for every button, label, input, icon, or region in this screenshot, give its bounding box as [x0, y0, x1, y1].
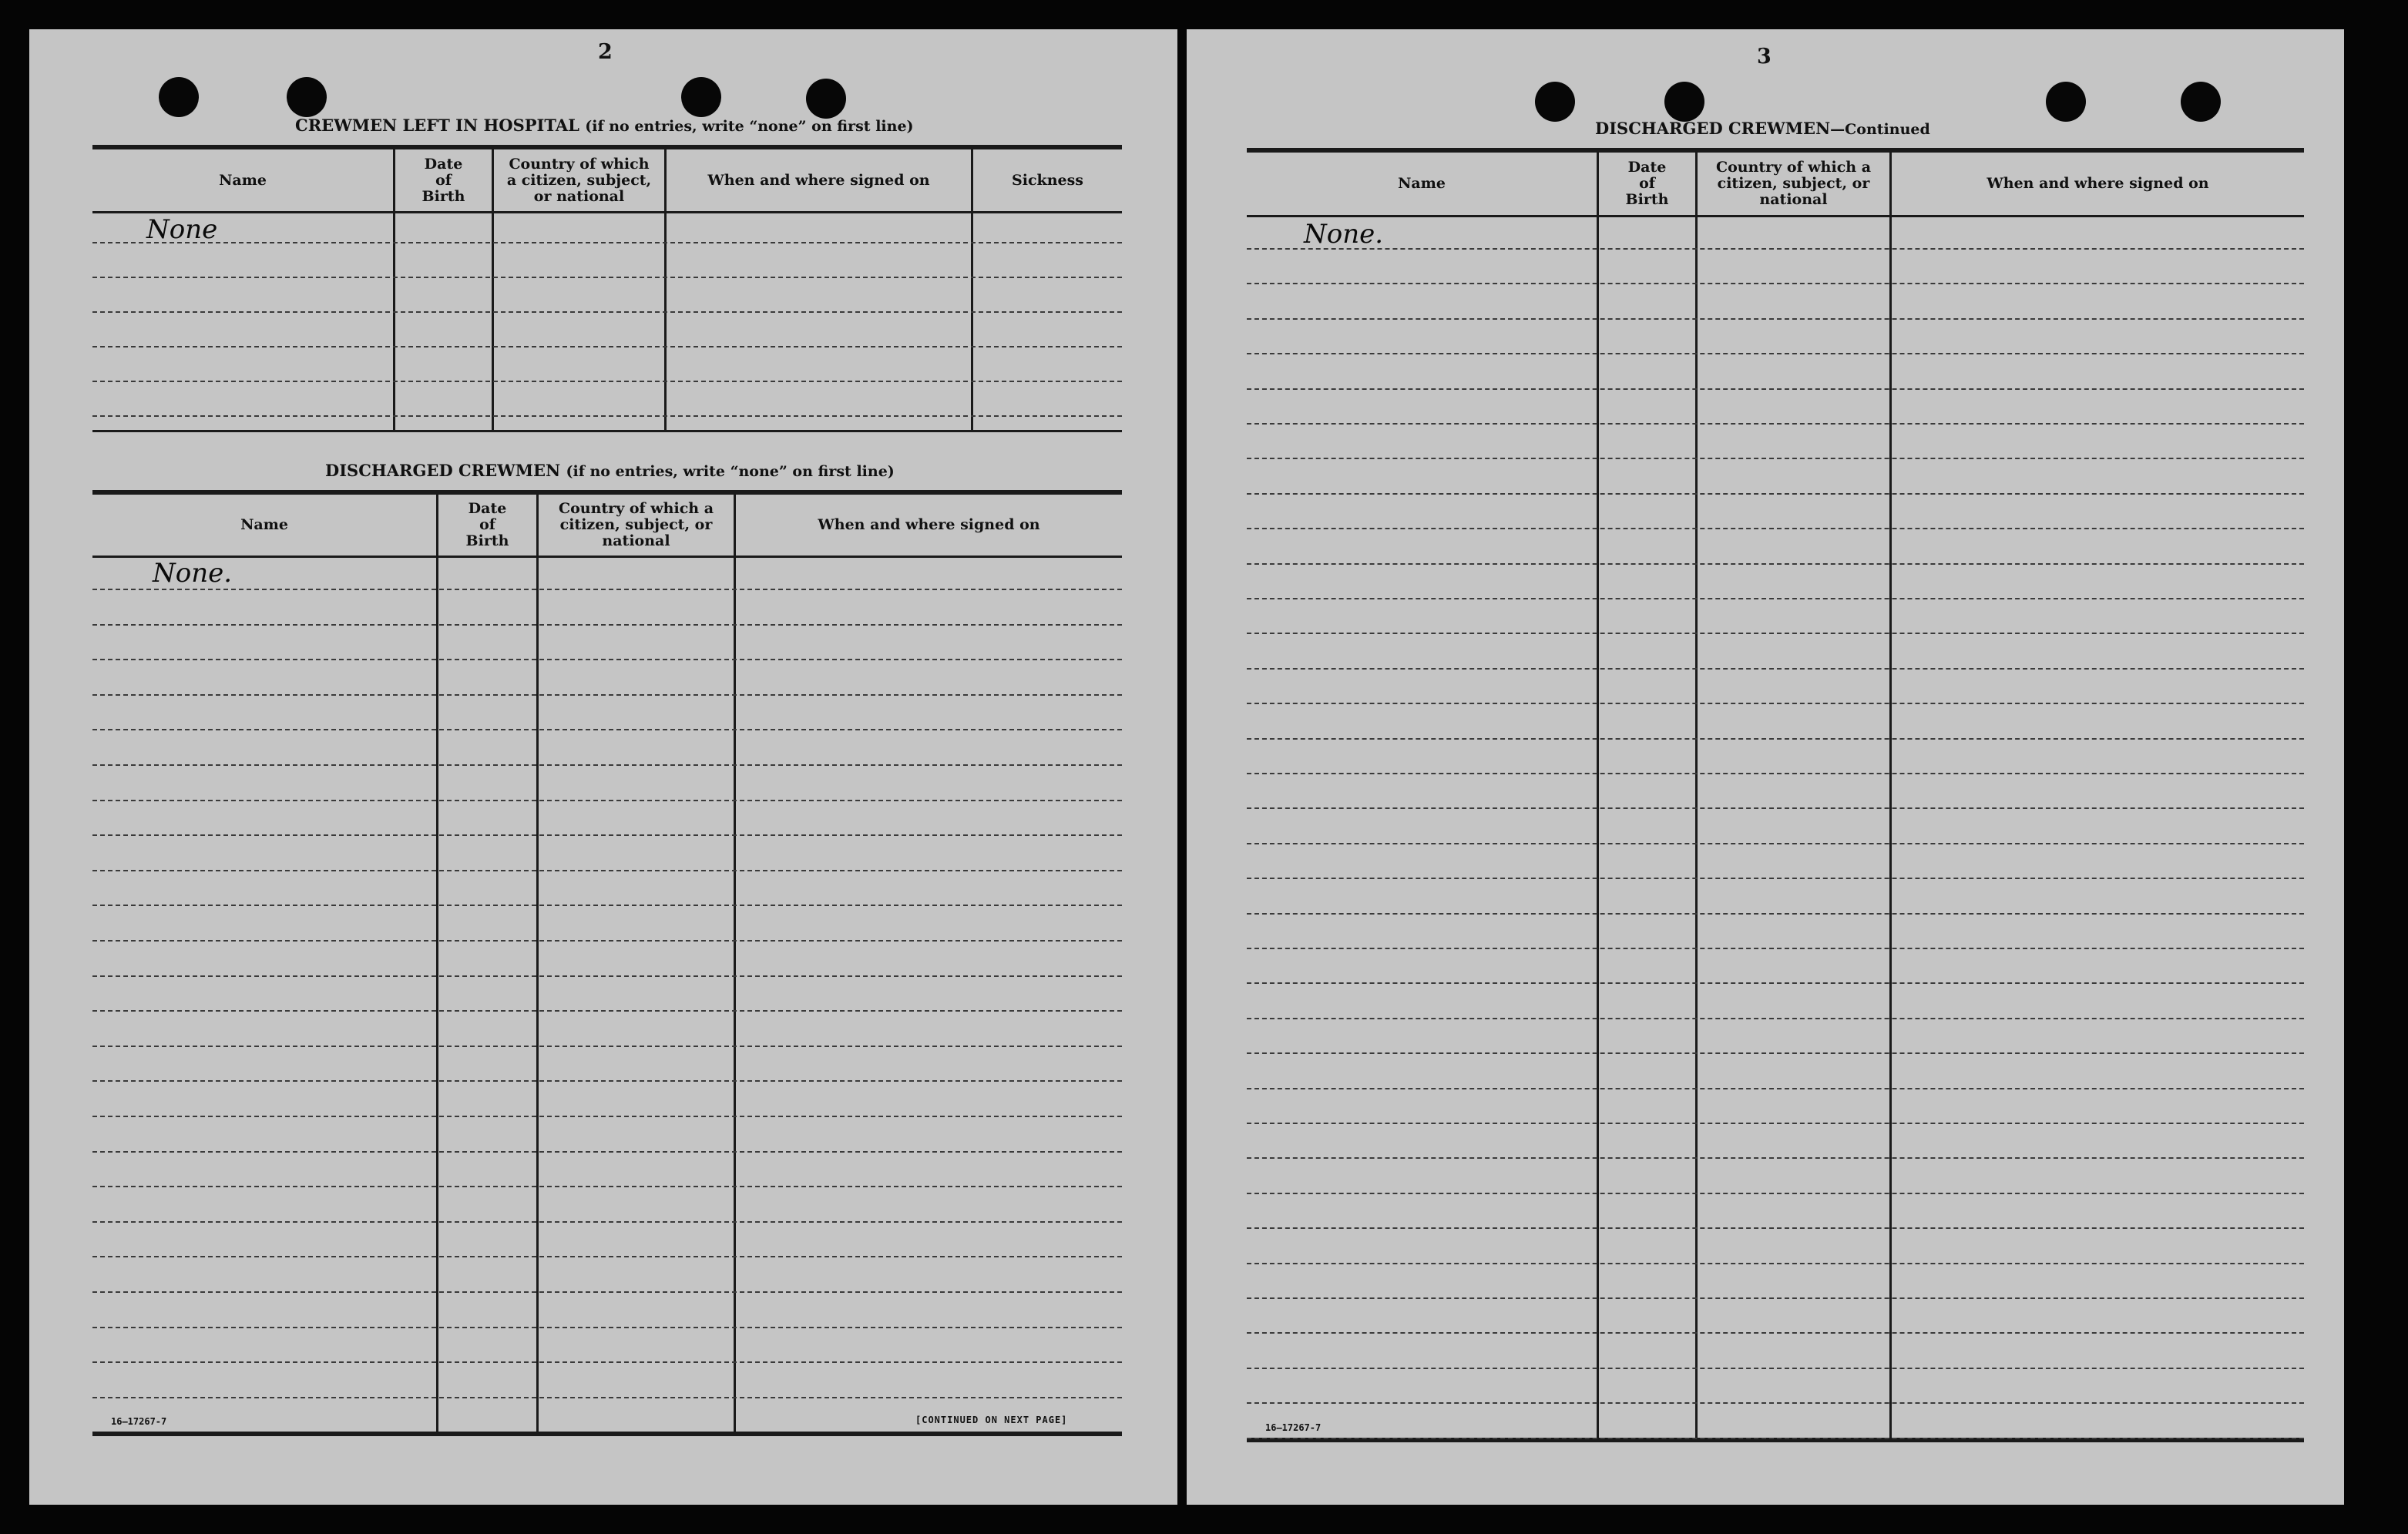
discharged-continued-title: DISCHARGED CREWMEN—Continued	[1595, 119, 1930, 138]
ruled-line	[1247, 1368, 2304, 1369]
ruled-line	[1247, 1018, 2304, 1019]
ruled-line	[1247, 353, 2304, 354]
ruled-line	[1247, 1088, 2304, 1089]
punch-hole	[1664, 82, 1704, 122]
ruled-line	[92, 729, 1122, 730]
ruled-line	[1247, 738, 2304, 740]
ruled-line	[1247, 1123, 2304, 1124]
ruled-line	[1247, 807, 2304, 809]
ruled-line	[1247, 598, 2304, 599]
form-number: 16—17267-7	[1265, 1422, 1322, 1433]
ruled-line	[1247, 1332, 2304, 1334]
punch-hole	[2046, 82, 2086, 122]
ruled-line	[1247, 1438, 2304, 1439]
handwritten-none-entry: None.	[1304, 219, 1384, 250]
ruled-line	[92, 1151, 1122, 1153]
ruled-line	[1247, 1157, 2304, 1159]
punch-hole	[806, 79, 846, 119]
ruled-line	[92, 1046, 1122, 1047]
column-header-country: Country of which a citizen, subject, or national	[558, 500, 714, 549]
ruled-line	[1247, 1263, 2304, 1264]
punch-hole	[159, 77, 199, 117]
ruled-line	[92, 940, 1122, 942]
ruled-line	[1247, 318, 2304, 320]
ruled-line	[92, 764, 1122, 766]
ruled-line	[1247, 668, 2304, 670]
ruled-line	[1247, 423, 2304, 425]
ruled-line	[92, 905, 1122, 906]
punch-hole	[1535, 82, 1575, 122]
right-page	[1187, 29, 2344, 1505]
ruled-line	[92, 800, 1122, 801]
ruled-line	[92, 1361, 1122, 1363]
ruled-line	[92, 311, 1122, 313]
ruled-line	[92, 1010, 1122, 1012]
ruled-line	[92, 1186, 1122, 1187]
ruled-line	[92, 1116, 1122, 1117]
ruled-line	[92, 589, 1122, 590]
column-header-name: Name	[1398, 175, 1446, 192]
ruled-line	[92, 659, 1122, 660]
ruled-line	[92, 277, 1122, 278]
left-page	[29, 29, 1177, 1505]
page-number: 2	[598, 40, 613, 64]
ruled-line	[1247, 913, 2304, 915]
ruled-line	[92, 870, 1122, 871]
ruled-line	[92, 694, 1122, 696]
column-header-name: Name	[240, 516, 288, 533]
ruled-line	[1247, 703, 2304, 704]
column-header-date-of-birth: Date of Birth	[465, 500, 509, 549]
hospital-section-title: CREWMEN LEFT IN HOSPITAL (if no entries, write “none” on first line)	[295, 116, 914, 135]
ruled-line	[92, 1080, 1122, 1082]
ruled-line	[92, 834, 1122, 836]
ruled-line	[92, 1256, 1122, 1257]
column-header-signed-on: When and where signed on	[1987, 175, 2209, 192]
ruled-line	[92, 415, 1122, 417]
column-header-date-of-birth: Date of Birth	[1625, 159, 1669, 208]
ruled-line	[92, 242, 1122, 243]
discharged-continued-table	[1247, 148, 2304, 1442]
column-header-country: Country of which a citizen, subject, or national	[1715, 159, 1872, 208]
column-header-country: Country of which a citizen, subject, or national	[506, 155, 652, 205]
ruled-line	[1247, 773, 2304, 774]
handwritten-none-entry: None.	[153, 558, 233, 589]
ruled-line	[1247, 843, 2304, 844]
ruled-line	[1247, 528, 2304, 529]
discharged-section-title: DISCHARGED CREWMEN (if no entries, write “none” on first line)	[325, 461, 895, 480]
ruled-line	[92, 1327, 1122, 1328]
punch-hole	[2181, 82, 2221, 122]
column-header-date-of-birth: Date of Birth	[421, 155, 465, 205]
ruled-line	[92, 381, 1122, 382]
ruled-line	[1247, 1052, 2304, 1054]
ruled-line	[92, 1397, 1122, 1398]
page-number: 3	[1757, 45, 1772, 69]
ruled-line	[1247, 563, 2304, 565]
handwritten-none-entry: None	[146, 214, 218, 245]
column-header-sickness: Sickness	[1012, 171, 1083, 189]
ruled-line	[1247, 283, 2304, 284]
continued-note: [CONTINUED ON NEXT PAGE]	[915, 1415, 1068, 1425]
ruled-line	[1247, 388, 2304, 390]
column-header-name: Name	[219, 171, 267, 189]
ruled-line	[1247, 248, 2304, 250]
ruled-line	[1247, 1297, 2304, 1299]
ruled-line	[1247, 1193, 2304, 1194]
ruled-line	[92, 624, 1122, 626]
ruled-line	[1247, 982, 2304, 984]
punch-hole	[287, 77, 327, 117]
ruled-line	[92, 1221, 1122, 1223]
column-header-signed-on: When and where signed on	[707, 171, 930, 189]
hospital-table	[92, 145, 1122, 433]
discharged-table	[92, 490, 1122, 1436]
ruled-line	[1247, 948, 2304, 949]
ruled-line	[1247, 1227, 2304, 1229]
punch-hole	[681, 77, 721, 117]
ruled-line	[92, 975, 1122, 977]
ruled-line	[1247, 633, 2304, 634]
ruled-line	[1247, 878, 2304, 879]
form-number: 16—17267-7	[111, 1416, 167, 1427]
ruled-line	[92, 1291, 1122, 1293]
ruled-line	[1247, 493, 2304, 495]
ruled-line	[1247, 458, 2304, 459]
ruled-line	[92, 346, 1122, 347]
column-header-signed-on: When and where signed on	[818, 516, 1040, 533]
ruled-line	[1247, 1402, 2304, 1404]
